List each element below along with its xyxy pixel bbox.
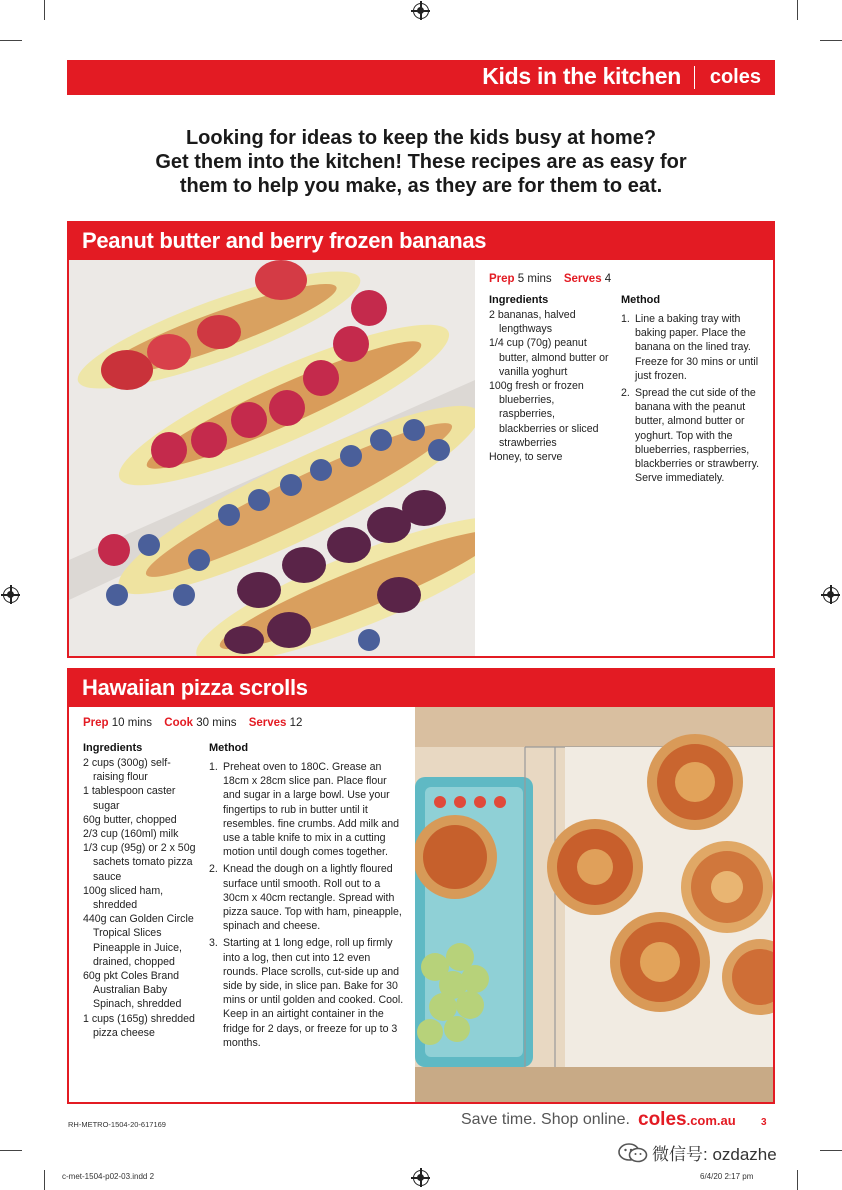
serves-value: 4 [604, 273, 612, 285]
crop-mark [44, 0, 45, 20]
brand-logo: coles [709, 66, 761, 88]
registration-mark-icon [823, 587, 839, 603]
method-step-text: Knead the dough on a lightly floured surface until smooth. Roll out to a 30cm x 40cm rectangle. Spread with pizza sauce. Top with ham, pineapple, spinach and cheese. [223, 863, 402, 933]
method-step-text: Spread the cut side of the banana with the peanut butter, almond butter or yoghurt. Top with the blueberries, raspberries, blackberries or strawberry. Serve immediately. [635, 387, 760, 485]
crop-mark [820, 40, 842, 41]
registration-mark-icon [413, 1170, 429, 1186]
page-number: 3 [761, 1117, 767, 1128]
crop-mark [797, 1170, 798, 1190]
method-heading: Method [209, 742, 249, 754]
footer-brand-logo [638, 1109, 736, 1131]
method-step: 2. Knead the dough on a lightly floured surface until smooth. Roll out to a 30cm x 40cm rectangle. Spread with pizza sauce. Top with ham, pineapple, spinach and cheese. [209, 863, 402, 933]
ingredients-list [83, 756, 197, 1040]
method-step: 1. Line a baking tray with baking paper. Place the banana on the lined tray. Freeze for 30 mins or until just frozen. [621, 313, 759, 382]
page-title: Kids in the kitchen [482, 63, 681, 89]
wechat-icon [618, 1142, 648, 1169]
intro-line: Looking for ideas to keep the kids busy at home? [185, 127, 657, 149]
ingredients-list [489, 308, 611, 464]
list-item: 2/3 cup (160ml) milk [83, 828, 179, 841]
prep-label: Prep [83, 717, 109, 729]
method-list [209, 760, 405, 1053]
method-list [621, 312, 763, 488]
list-item: 100g fresh or frozen blueberries, raspberries, blackberries or sliced strawberries [489, 380, 599, 449]
recipe-title: Peanut butter and berry frozen bananas [69, 223, 773, 260]
crop-mark [797, 0, 798, 20]
method-step-text: Starting at 1 long edge, roll up firmly into a log, then cut into 12 even rounds. Place scrolls, cut-side up and side by side, in slice pan. Bake for 30 mins or until golden and cooked. Cool. Keep in an airtight container in the fridge for 2 days, or freeze for up to 3 months. [223, 937, 404, 1049]
crop-mark [0, 1150, 22, 1151]
prep-value: 10 mins [111, 717, 153, 729]
list-item: 440g can Golden Circle Tropical Slices Pineapple in Juice, drained, chopped [83, 913, 194, 968]
list-item: 100g sliced ham, shredded [83, 884, 164, 912]
method-step-text: Line a baking tray with baking paper. Place the banana on the lined tray. Freeze for 30 mins or until just frozen. [635, 313, 759, 382]
method-step: 3. Starting at 1 long edge, roll up firmly into a log, then cut into 12 even rounds. Place scrolls, cut-side up and side by side, in slice pan. Bake for 30 mins or until golden and cooked. Cool. Keep in an airtight container in the fridge for 2 days, or freeze for up to 3 months. [209, 937, 404, 1049]
list-item: 1 tablespoon caster sugar [83, 785, 176, 812]
prep-value: 5 mins [517, 273, 552, 285]
wechat-id: 微信号: ozdazhe [652, 1145, 777, 1164]
cook-value: 30 mins [196, 717, 237, 729]
recipe-meta [83, 717, 302, 729]
wechat-watermark [618, 1140, 777, 1169]
frozen-bananas-photo [69, 260, 475, 656]
crop-mark [44, 1170, 45, 1190]
serves-label: Serves [563, 273, 602, 285]
crop-mark [0, 40, 22, 41]
pizza-scrolls-photo [415, 707, 773, 1102]
crop-mark [820, 1150, 842, 1151]
ingredients-heading: Ingredients [83, 742, 143, 754]
job-code: RH-METRO-1504-20-617169 [68, 1120, 166, 1129]
list-item: 2 cups (300g) self-raising flour [83, 757, 171, 784]
list-item: 60g butter, chopped [83, 813, 177, 826]
recipe-card-frozen-bananas [67, 221, 775, 658]
list-item: 1/4 cup (70g) peanut butter, almond butter or vanilla yoghurt [489, 337, 609, 378]
list-item: 60g pkt Coles Brand Australian Baby Spinach, shredded [83, 970, 182, 1011]
intro-line: Get them into the kitchen! These recipes are as easy for [155, 151, 687, 173]
footer-tagline: Save time. Shop online. [461, 1111, 630, 1128]
header-banner [67, 60, 775, 95]
registration-mark-icon [413, 3, 429, 19]
serves-label: Serves [248, 717, 287, 729]
footer-brand-suffix: .com.au [686, 1113, 736, 1128]
intro-line: them to help you make, as they are for them to eat. [179, 175, 663, 197]
intro-text [100, 126, 742, 198]
date-slug: 6/4/20 2:17 pm [700, 1172, 754, 1181]
footer-brand-name: coles [638, 1109, 687, 1130]
ingredients-heading: Ingredients [489, 294, 549, 306]
list-item: 1 cups (165g) shredded pizza cheese [83, 1012, 195, 1039]
file-slug: c-met-1504-p02-03.indd 2 [62, 1172, 155, 1181]
recipe-title: Hawaiian pizza scrolls [69, 670, 773, 707]
registration-mark-icon [3, 587, 19, 603]
serves-value: 12 [289, 717, 303, 729]
method-step: 1. Preheat oven to 180C. Grease an 18cm x 28cm slice pan. Place flour and sugar in a large bowl. Use your fingertips to rub in butter until it resembles. fine crumbs. Add milk and use a table knife to mix in a cutting motion until dough comes together. [209, 761, 400, 859]
recipe-card-pizza-scrolls [67, 668, 775, 1104]
prep-label: Prep [489, 273, 515, 285]
divider [694, 66, 696, 89]
list-item: 1/3 cup (95g) or 2 x 50g sachets tomato pizza sauce [83, 842, 196, 883]
recipe-meta [489, 273, 611, 285]
cook-label: Cook [164, 717, 194, 729]
list-item: Honey, to serve [489, 451, 563, 464]
method-step: 2. Spread the cut side of the banana with the peanut butter, almond butter or yoghurt. Top with the blueberries, raspberries, blackberries or strawberry. Serve immediately. [621, 387, 760, 485]
list-item: 2 bananas, halved lengthways [489, 309, 576, 336]
method-heading: Method [621, 294, 661, 306]
method-step-text: Preheat oven to 180C. Grease an 18cm x 28cm slice pan. Place flour and sugar in a large bowl. Use your fingertips to rub in butter until it resembles. fine crumbs. Add milk and use a table knife to mix in a cutting motion until dough comes together. [223, 761, 400, 859]
